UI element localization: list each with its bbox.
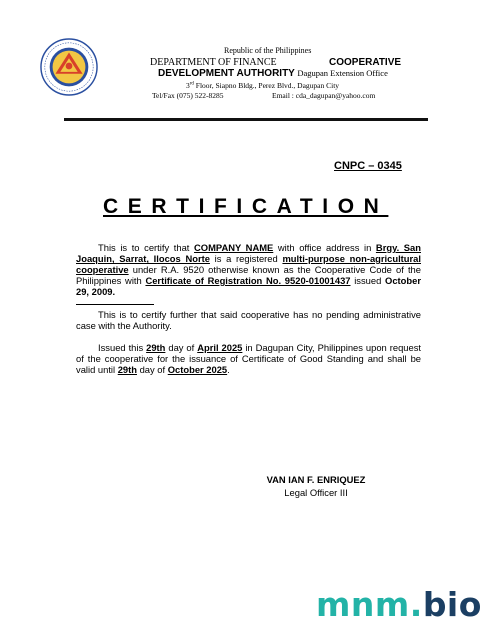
coop-word: COOPERATIVE (329, 57, 402, 68)
office-address: Brgy. San Joaquin, Sarrat, Ilocos Norte (76, 242, 421, 264)
dept-name: DEPARTMENT OF FINANCE (150, 57, 277, 68)
header-divider (64, 118, 428, 121)
cnpc-number: CNPC – 0345 (334, 160, 402, 172)
signature-block (266, 474, 366, 498)
dept-line (150, 57, 402, 68)
issue-date: October 29, 2009. (76, 275, 421, 297)
signatory-name: VAN IAN F. ENRIQUEZ (266, 474, 366, 485)
registration-no: Certificate of Registration No. 9520-01001437 (145, 275, 351, 286)
watermark: mnm.bio (316, 585, 482, 624)
cda-seal-logo (40, 38, 98, 96)
extension-office: Dagupan Extension Office (297, 68, 388, 78)
republic-line: Republic of the Philippines (224, 46, 312, 55)
company-name: COMPANY NAME (194, 242, 274, 253)
paragraph-certify: This is to certify that COMPANY NAME with office address in Brgy. San Joaquin, Sarrat, Ilocos Norte is a registered multi-purpose non-agricultural cooperative under R.A. 9520 otherwise known as the Cooperative Code of the Philippines with Certificate of Registration No. 9520-01001437 issued October 29, 2009. (76, 242, 421, 297)
authority-line (158, 68, 388, 79)
contact-line (152, 91, 376, 100)
coop-type: multi-purpose non-agricultural cooperative (76, 253, 421, 275)
telfax: Tel/Fax (075) 522-8285 (152, 91, 224, 100)
short-divider (76, 304, 154, 305)
document-title: CERTIFICATION (103, 195, 389, 218)
email: Email : cda_dagupan@yahoo.com (272, 91, 376, 100)
paragraph-issued: Issued this 29th day of April 2025 in Dagupan City, Philippines upon request of the cooperative for the issuance of Certificate of Good Standing and shall be valid until 29th day of October 2025. (76, 342, 421, 375)
authority-name: DEVELOPMENT AUTHORITY (158, 68, 295, 79)
signatory-position: Legal Officer III (284, 487, 348, 498)
address-line: 3rd Floor, Siapno Bldg., Perez Blvd., Dagupan City (186, 81, 340, 90)
paragraph-no-case: This is to certify further that said cooperative has no pending administrative case with the Authority. (76, 309, 421, 331)
